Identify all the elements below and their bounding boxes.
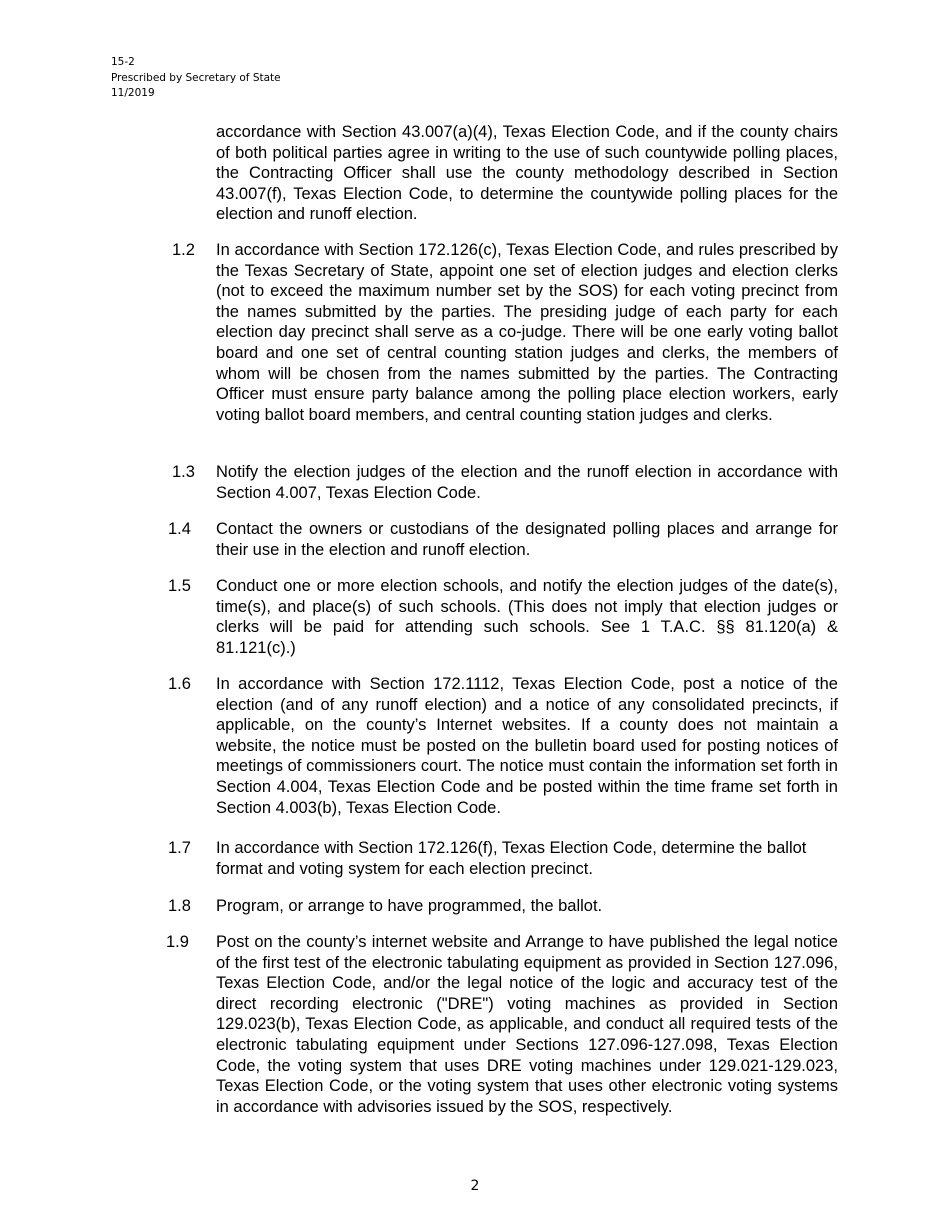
item-number: 1.3 — [172, 463, 195, 481]
continuation-paragraph: accordance with Section 43.007(a)(4), Texas Election Code, and if the county chairs of both political parties agree in writing to the use of such countywide polling places, the Contracting Officer shall use the county methodology described in Section 43.007(f), Texas Election Code, to determine the countywide polling places for the election and runoff election. — [216, 123, 838, 224]
item-number: 1.8 — [168, 897, 191, 915]
item-text: Contact the owners or custodians of the designated polling places and arrange for their use in the election and runoff election. — [216, 520, 838, 559]
item-text: Post on the county’s internet website and Arrange to have published the legal notice of the first test of the electronic tabulating equipment as provided in Section 127.096, Texas Election Code, and/or the legal notice of the logic and accuracy test of the direct recording electronic ("DRE") voting machines as provided in Section 129.023(b), Texas Election Code, as applicable, and conduct all required tests of the electronic tabulating equipment under Sections 127.096-127.098, Texas Election Code, the voting system that uses DRE voting machines under 129.021-129.023, Texas Election Code, or the voting system that uses other electronic voting systems in accordance with advisories issued by the SOS, respectively. — [216, 933, 838, 1116]
item-number: 1.9 — [166, 933, 189, 951]
form-number: 15-2 — [111, 56, 135, 68]
item-number: 1.6 — [168, 675, 191, 693]
document-header — [111, 55, 281, 102]
item-text: In accordance with Section 172.1112, Texas Election Code, post a notice of the election (and of any runoff election) and a notice of any consolidated precincts, if applicable, on the county’s Internet websites. If a county does not maintain a website, the notice must be posted on the bulletin board used for posting notices of meetings of commissioners court. The notice must contain the information set forth in Section 4.004, Texas Election Code and be posted within the time frame set forth in Section 4.003(b), Texas Election Code. — [216, 675, 838, 817]
page-number: 2 — [470, 1178, 480, 1194]
item-text: In accordance with Section 172.126(c), Texas Election Code, and rules prescribed by the Texas Secretary of State, appoint one set of election judges and election clerks (not to exceed the maximum number set by the SOS) for each voting precinct from the names submitted by the parties. The presiding judge of each party for each election day precinct shall serve as a co-judge. There will be one early voting ballot board and one set of central counting station judges and clerks, the members of whom will be chosen from the names submitted by the parties. The Contracting Officer must ensure party balance among the polling place election workers, early voting ballot board members, and central counting station judges and clerks. — [216, 241, 838, 424]
item-number: 1.5 — [168, 577, 191, 595]
prescribed-by: Prescribed by Secretary of State — [111, 71, 281, 84]
item-text: Program, or arrange to have programmed, the ballot. — [216, 897, 603, 915]
item-text: Conduct one or more election schools, and notify the election judges of the date(s), time(s), and place(s) of such schools. (This does not imply that election judges or clerks will be paid for attending such schools. See 1 T.A.C. §§ 81.120(a) & 81.121(c).) — [216, 577, 838, 657]
item-text: Notify the election judges of the election and the runoff election in accordance with Section 4.007, Texas Election Code. — [216, 463, 838, 502]
item-number: 1.2 — [172, 241, 195, 259]
item-text: In accordance with Section 172.126(f), Texas Election Code, determine the ballot format and voting system for each election precinct. — [216, 839, 807, 878]
item-number: 1.4 — [168, 520, 191, 538]
form-date: 11/2019 — [111, 87, 155, 99]
item-number: 1.7 — [168, 839, 191, 857]
